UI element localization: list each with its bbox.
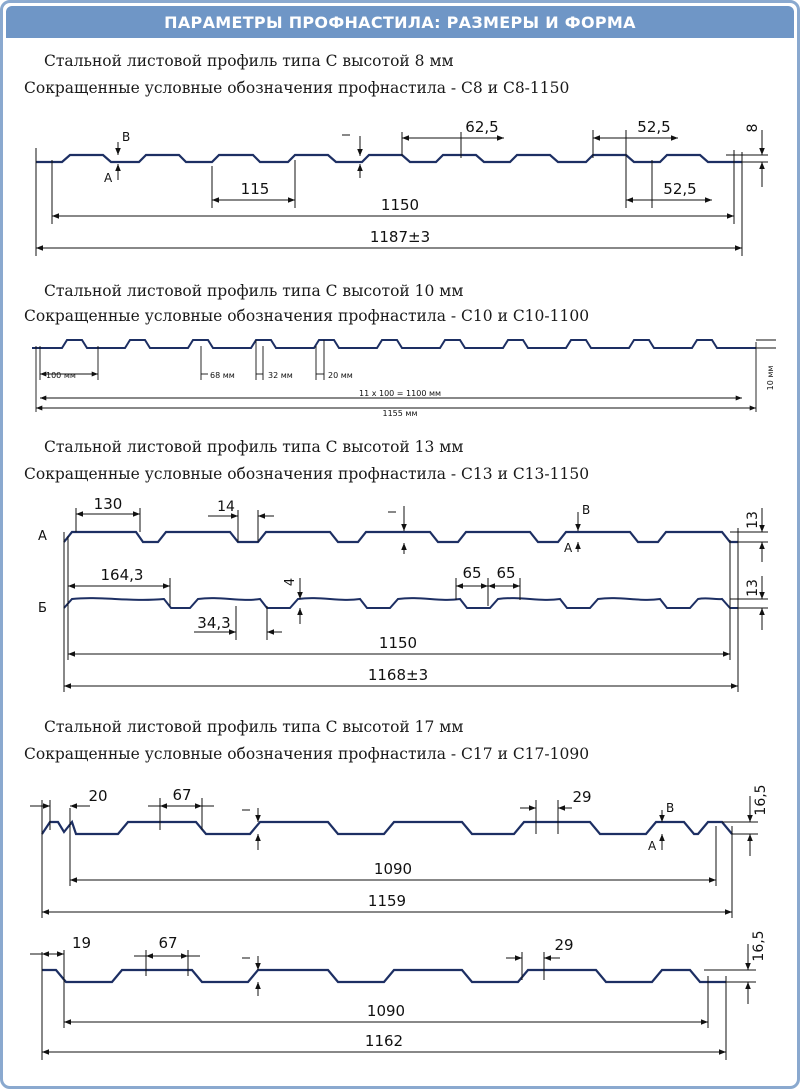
c17-label-a: А xyxy=(648,839,657,853)
c10-dim-20: 20 мм xyxy=(328,371,353,380)
c17-dim-67-first: 67 xyxy=(172,786,192,804)
c17-dim-1159: 1159 xyxy=(367,892,407,910)
c17-dim-29-first: 29 xyxy=(572,788,592,806)
c13-profile-b xyxy=(64,598,738,608)
c13-dim-130: 130 xyxy=(93,495,123,513)
page-title: ПАРАМЕТРЫ ПРОФНАСТИЛА: РАЗМЕРЫ И ФОРМА xyxy=(6,6,794,38)
c10-profile xyxy=(32,340,756,348)
c17-dim-1090-second: 1090 xyxy=(366,1002,406,1020)
c13-caption-line2: Сокращенные условные обозначения профнастила - С13 и С13-1150 xyxy=(24,465,590,483)
c17-dim-height-16-5-first: 16,5 xyxy=(753,784,769,816)
c10-dim-100: 100 мм xyxy=(46,371,76,380)
c10-caption-line2: Сокращенные условные обозначения профнастила - С10 и С10-1100 xyxy=(24,307,590,325)
c17-dim-19: 19 xyxy=(72,934,92,952)
c10-diagram xyxy=(32,340,776,412)
c13-profile-a xyxy=(64,532,738,542)
c17-caption-line2: Сокращенные условные обозначения профнастила - С17 и С17-1090 xyxy=(24,745,590,763)
c10-dim-1155: 1155 мм xyxy=(382,409,418,418)
c8-caption-line1: Стальной листовой профиль типа С высотой 8 мм xyxy=(44,52,454,70)
c13-label-a: А xyxy=(564,541,573,555)
c17-dim-1090-first: 1090 xyxy=(373,860,413,878)
c17-dim-20: 20 xyxy=(88,787,108,805)
c13-dim-1168: 1168±3 xyxy=(367,666,429,684)
c13-dim-65-b: 65 xyxy=(496,564,516,582)
c13-label-b: В xyxy=(582,503,591,517)
c8-dimension-labels xyxy=(104,118,761,246)
c10-dimension-labels xyxy=(46,366,775,418)
c8-dim-1150: 1150 xyxy=(380,196,420,214)
c8-dim-1187: 1187±3 xyxy=(369,228,431,246)
c10-dim-68: 68 мм xyxy=(210,371,235,380)
c17-label-b: В xyxy=(666,801,675,815)
c13-dim-34-3: 34,3 xyxy=(197,614,231,632)
c8-dim-52-5-top: 52,5 xyxy=(637,118,671,136)
c13-caption-line1: Стальной листовой профиль типа С высотой 13 мм xyxy=(44,438,464,456)
c17-caption-line1: Стальной листовой профиль типа С высотой 17 мм xyxy=(44,718,464,736)
c8-label-a: А xyxy=(104,171,113,185)
c13-dim-1150: 1150 xyxy=(378,634,418,652)
c13-row-b-label: Б xyxy=(38,601,47,616)
c8-dim-62-5: 62,5 xyxy=(465,118,499,136)
c10-dim-32: 32 мм xyxy=(268,371,293,380)
c13-dim-65-a: 65 xyxy=(462,564,482,582)
c17-dim-height-16-5-second: 16,5 xyxy=(751,930,767,962)
c10-dim-1100: 11 x 100 = 1100 мм xyxy=(358,389,442,398)
c13-dim-height-13-b: 13 xyxy=(745,579,761,597)
c17-dim-29-second: 29 xyxy=(554,936,574,954)
c8-dim-115: 115 xyxy=(240,180,270,198)
c13-dim-4: 4 xyxy=(283,577,298,587)
c10-caption-line1: Стальной листовой профиль типа С высотой 10 мм xyxy=(44,282,464,300)
c17-profile-first xyxy=(42,822,732,834)
c17-profile-second xyxy=(42,970,726,982)
c10-dim-height-10: 10 мм xyxy=(766,365,775,391)
c13-row-a-label: А xyxy=(38,529,47,544)
c17-first-dimension-labels xyxy=(88,784,769,910)
c8-profile xyxy=(36,155,742,162)
c17-dim-67-second: 67 xyxy=(158,934,178,952)
c17-second-dimension-labels xyxy=(72,930,767,1050)
c13-dim-14: 14 xyxy=(217,499,235,515)
c13-dimension-labels xyxy=(38,495,761,684)
c8-caption-line2: Сокращенные условные обозначения профнастила - С8 и С8-1150 xyxy=(24,79,570,97)
c8-dim-52-5-bottom: 52,5 xyxy=(663,180,697,198)
c13-dim-164-3: 164,3 xyxy=(100,566,144,584)
c13-dim-height-13-a: 13 xyxy=(745,511,761,529)
c8-dim-height-8: 8 xyxy=(745,123,761,133)
c8-label-b: В xyxy=(122,130,131,144)
c13-diagram xyxy=(64,506,768,692)
c17-dim-1162: 1162 xyxy=(364,1032,404,1050)
